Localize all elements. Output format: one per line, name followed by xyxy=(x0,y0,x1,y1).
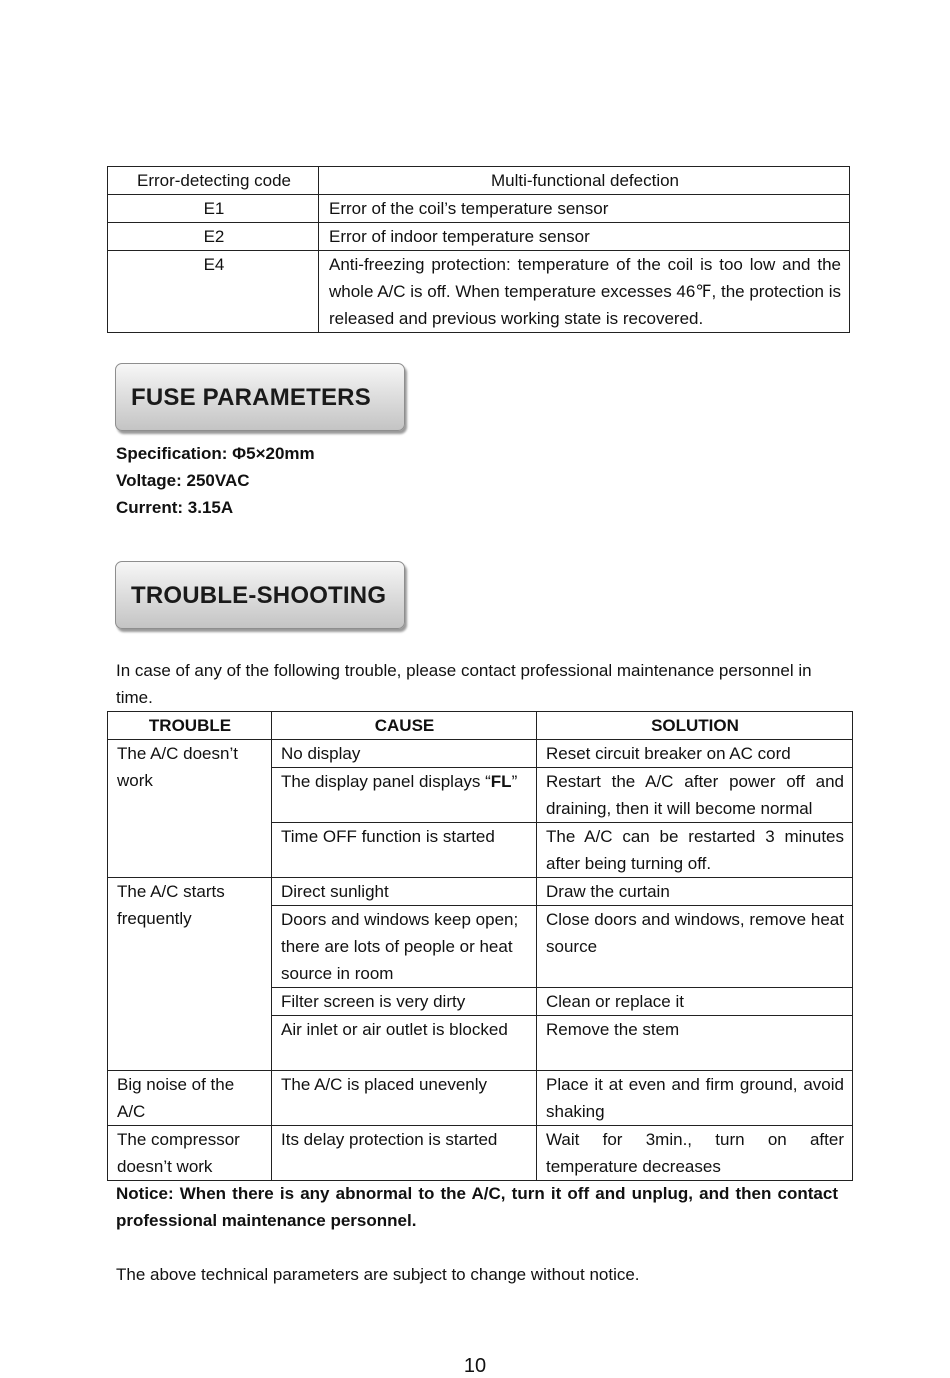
solution-cell: Wait for 3min., turn on after temperature decreases xyxy=(537,1126,853,1181)
cause-cell: The A/C is placed unevenly xyxy=(272,1071,537,1126)
error-description: Anti-freezing protection: temperature of the coil is too low and the whole A/C is off. When temperature excesses 46℉, the protection is released and previous working state is recovered. xyxy=(319,251,850,333)
error-code-table xyxy=(107,166,850,333)
trouble-cell: The A/C starts frequently xyxy=(108,878,272,1071)
cause-text: The display panel displays “ xyxy=(281,772,491,791)
solution-cell: Reset circuit breaker on AC cord xyxy=(537,740,853,768)
section-title: TROUBLE-SHOOTING xyxy=(131,582,387,609)
column-header: CAUSE xyxy=(272,712,537,740)
cause-cell: Time OFF function is started xyxy=(272,823,537,878)
cause-cell: Direct sunlight xyxy=(272,878,537,906)
column-header: Multi-functional defection xyxy=(319,167,850,195)
table-row xyxy=(108,251,850,333)
trouble-shooting-table xyxy=(107,711,853,1181)
table-row xyxy=(108,1126,853,1181)
solution-cell: Close doors and windows, remove heat source xyxy=(537,906,853,988)
cause-cell: Filter screen is very dirty xyxy=(272,988,537,1016)
cause-cell: Doors and windows keep open; there are lots of people or heat source in room xyxy=(272,906,537,988)
trouble-intro: In case of any of the following trouble, please contact professional maintenance personnel in time. xyxy=(116,661,812,707)
column-header: TROUBLE xyxy=(108,712,272,740)
section-title: FUSE PARAMETERS xyxy=(131,384,371,411)
column-header: SOLUTION xyxy=(537,712,853,740)
error-description: Error of indoor temperature sensor xyxy=(319,223,850,251)
table-row xyxy=(108,878,853,906)
solution-cell: Remove the stem xyxy=(537,1016,853,1071)
solution-cell: Draw the curtain xyxy=(537,878,853,906)
trouble-cell: Big noise of the A/C xyxy=(108,1071,272,1126)
solution-cell: Place it at even and firm ground, avoid shaking xyxy=(537,1071,853,1126)
solution-cell: Restart the A/C after power off and draining, then it will become normal xyxy=(537,768,853,823)
cause-code: FL xyxy=(490,772,512,791)
fuse-current: Current: 3.15A xyxy=(116,498,234,517)
error-code: E4 xyxy=(108,251,319,333)
fuse-parameters-heading xyxy=(115,363,405,431)
cause-cell: No display xyxy=(272,740,537,768)
error-code: E1 xyxy=(108,195,319,223)
cause-text: ” xyxy=(511,772,518,791)
table-header-row xyxy=(108,167,850,195)
trouble-cell: The compressor doesn’t work xyxy=(108,1126,272,1181)
table-row xyxy=(108,223,850,251)
solution-cell: The A/C can be restarted 3 minutes after being turning off. xyxy=(537,823,853,878)
trouble-shooting-heading xyxy=(115,561,405,629)
table-row xyxy=(108,740,853,768)
cause-cell xyxy=(272,768,537,823)
footer-note: The above technical parameters are subject to change without notice. xyxy=(116,1265,640,1284)
table-row xyxy=(108,1071,853,1126)
fuse-voltage: Voltage: 250VAC xyxy=(116,471,250,490)
notice-text: Notice: When there is any abnormal to the A/C, turn it off and unplug, and then contact professional maintenance personnel. xyxy=(116,1184,838,1230)
error-code: E2 xyxy=(108,223,319,251)
column-header: Error-detecting code xyxy=(108,167,319,195)
error-description: Error of the coil’s temperature sensor xyxy=(319,195,850,223)
table-row xyxy=(108,195,850,223)
cause-cell: Its delay protection is started xyxy=(272,1126,537,1181)
cause-cell: Air inlet or air outlet is blocked xyxy=(272,1016,537,1071)
solution-cell: Clean or replace it xyxy=(537,988,853,1016)
trouble-cell: The A/C doesn’t work xyxy=(108,740,272,878)
page-number: 10 xyxy=(463,1355,487,1377)
fuse-specification: Specification: Φ5×20mm xyxy=(116,444,315,463)
table-header-row xyxy=(108,712,853,740)
